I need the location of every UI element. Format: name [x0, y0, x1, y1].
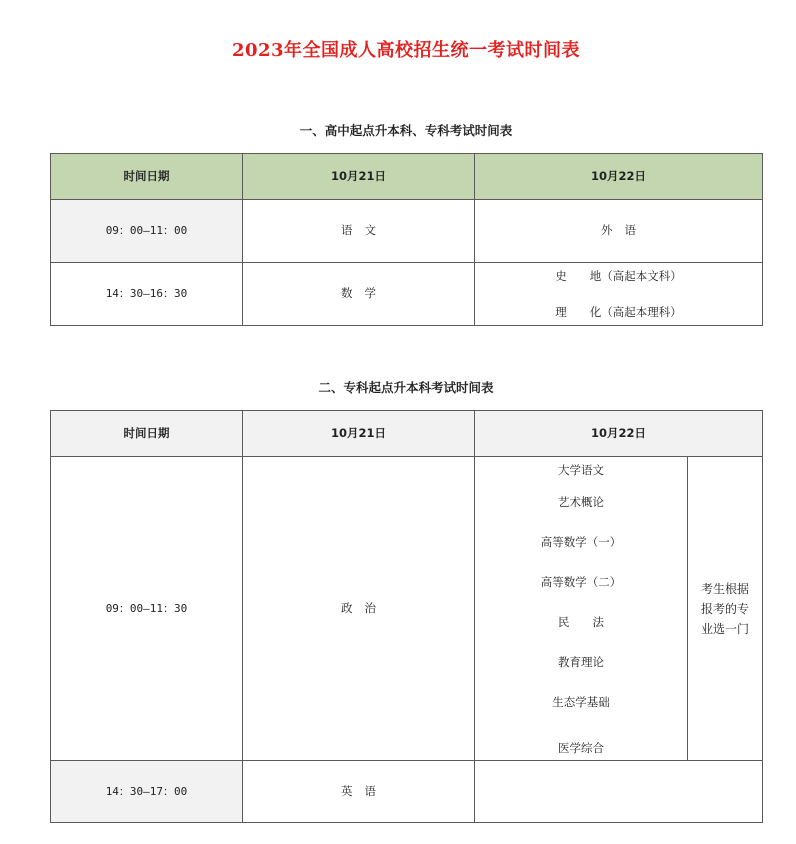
header-cell: 10月22日 — [475, 411, 763, 457]
subject-item: 医学综合 — [558, 740, 604, 755]
subject-cell — [475, 761, 763, 823]
subject-cell: 数学 — [243, 263, 475, 326]
table-row — [51, 457, 763, 761]
table-row — [51, 761, 763, 823]
header-cell: 10月21日 — [243, 154, 475, 200]
page-title: 2023年全国成人高校招生统一考试时间表 — [231, 40, 581, 61]
header-cell: 时间日期 — [51, 411, 243, 457]
subject-cell — [475, 263, 763, 326]
header-cell: 10月21日 — [243, 411, 475, 457]
note-cell: 考生根据报考的专业选一门 — [688, 457, 763, 761]
table-header-row — [51, 154, 763, 200]
subject-line: 理 化（高起本理科） — [555, 305, 682, 319]
header-cell: 时间日期 — [51, 154, 243, 200]
subject-cell: 外语 — [475, 200, 763, 263]
table-row — [51, 200, 763, 263]
subject-item: 艺术概论 — [558, 494, 604, 509]
header-cell: 10月22日 — [475, 154, 763, 200]
subject-cell: 英语 — [243, 761, 475, 823]
table-row — [51, 263, 763, 326]
subject-item: 高等数学（一） — [540, 534, 622, 549]
subject-line: 史 地（高起本文科） — [555, 269, 682, 283]
subject-item: 高等数学（二） — [540, 574, 622, 589]
time-cell: 09：00—11：00 — [51, 200, 243, 263]
subject-item: 大学语文 — [558, 462, 604, 477]
subject-item: 生态学基础 — [552, 694, 610, 709]
time-cell: 14：30—16：30 — [51, 263, 243, 326]
subject-list-cell — [475, 457, 688, 761]
subject-cell: 语文 — [243, 200, 475, 263]
subject-cell: 政治 — [243, 457, 475, 761]
subject-item: 教育理论 — [558, 654, 604, 669]
subject-item: 民 法 — [558, 614, 604, 629]
section-title-1: 一、高中起点升本科、专科考试时间表 — [299, 123, 513, 138]
table-header-row — [51, 411, 763, 457]
exam-schedule-table-1 — [50, 153, 763, 326]
time-cell: 14：30—17：00 — [51, 761, 243, 823]
time-cell: 09：00—11：30 — [51, 457, 243, 761]
section-title-2: 二、专科起点升本科考试时间表 — [318, 380, 494, 395]
exam-schedule-table-2 — [50, 410, 763, 823]
